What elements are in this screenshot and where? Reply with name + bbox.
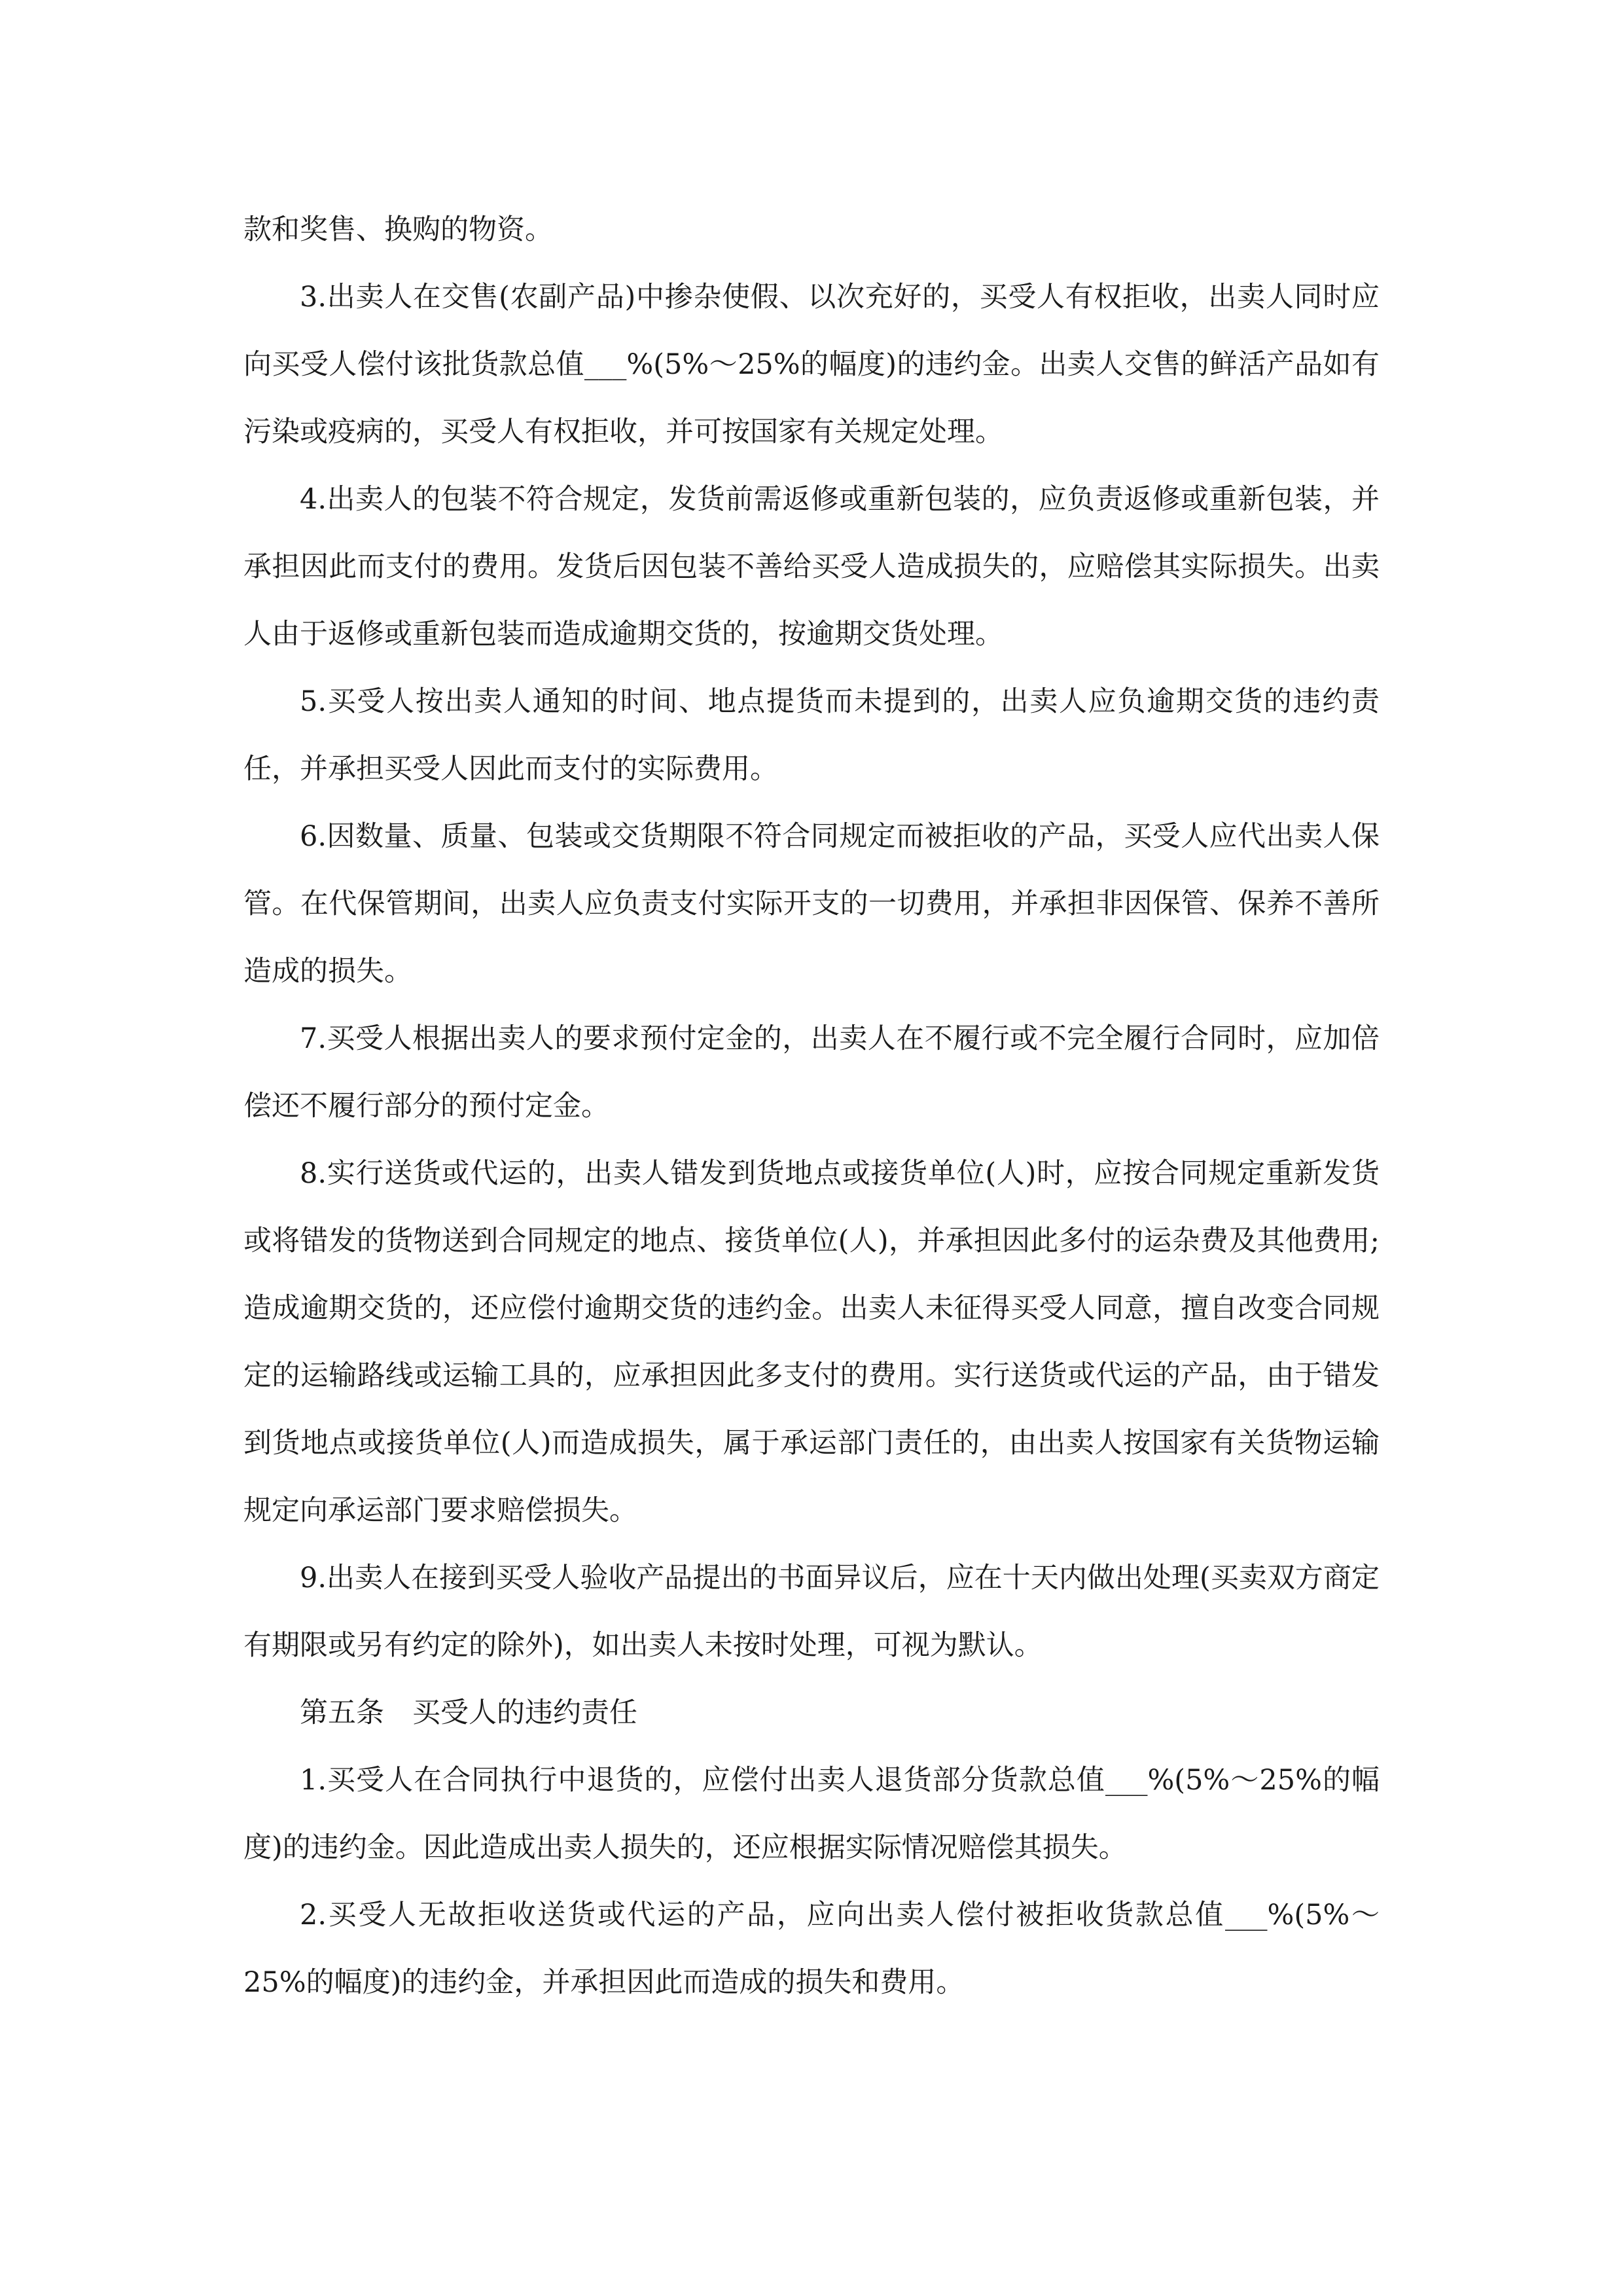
paragraph-clause-6: 6.因数量、质量、包装或交货期限不符合同规定而被拒收的产品，买受人应代出卖人保管。在代保管期间，出卖人应负责支付实际开支的一切费用，并承担非因保管、保养不善所造成的损失。	[243, 820, 1380, 988]
document-body	[243, 196, 1380, 2017]
paragraph-clause-9: 9.出卖人在接到买受人验收产品提出的书面异议后，应在十天内做出处理(买卖双方商定有期限或另有约定的除外)，如出卖人未按时处理，可视为默认。	[243, 1562, 1380, 1662]
paragraph-clause-4: 4.出卖人的包装不符合规定，发货前需返修或重新包装的，应负责返修或重新包装，并承担因此而支付的费用。发货后因包装不善给买受人造成损失的，应赔偿其实际损失。出卖人由于返修或重新包装而造成逾期交货的，按逾期交货处理。	[243, 483, 1380, 651]
paragraph-buyer-clause-1: 1.买受人在合同执行中退货的，应偿付出卖人退货部分货款总值___%(5%～25%的幅度)的违约金。因此造成出卖人损失的，还应根据实际情况赔偿其损失。	[243, 1764, 1380, 1864]
section-heading-article-5: 第五条 买受人的违约责任	[300, 1696, 637, 1729]
paragraph-clause-3: 3.出卖人在交售(农副产品)中掺杂使假、以次充好的，买受人有权拒收，出卖人同时应向买受人偿付该批货款总值___%(5%～25%的幅度)的违约金。出卖人交售的鲜活产品如有污染或疫病的，买受人有权拒收，并可按国家有关规定处理。	[243, 281, 1380, 448]
paragraph-continuation: 款和奖售、换购的物资。	[243, 213, 553, 246]
paragraph-buyer-clause-2: 2.买受人无故拒收送货或代运的产品，应向出卖人偿付被拒收货款总值___%(5%～25%的幅度)的违约金，并承担因此而造成的损失和费用。	[243, 1899, 1380, 1999]
paragraph-clause-7: 7.买受人根据出卖人的要求预付定金的，出卖人在不履行或不完全履行合同时，应加倍偿还不履行部分的预付定金。	[243, 1022, 1380, 1122]
paragraph-clause-5: 5.买受人按出卖人通知的时间、地点提货而未提到的，出卖人应负逾期交货的违约责任，并承担买受人因此而支付的实际费用。	[243, 685, 1380, 785]
paragraph-clause-8: 8.实行送货或代运的，出卖人错发到货地点或接货单位(人)时，应按合同规定重新发货或将错发的货物送到合同规定的地点、接货单位(人)，并承担因此多付的运杂费及其他费用;造成逾期交货的，还应偿付逾期交货的违约金。出卖人未征得买受人同意，擅自改变合同规定的运输路线或运输工具的，应承担因此多支付的费用。实行送货或代运的产品，由于错发到货地点或接货单位(人)而造成损失，属于承运部门责任的，由出卖人按国家有关货物运输规定向承运部门要求赔偿损失。	[243, 1157, 1380, 1527]
